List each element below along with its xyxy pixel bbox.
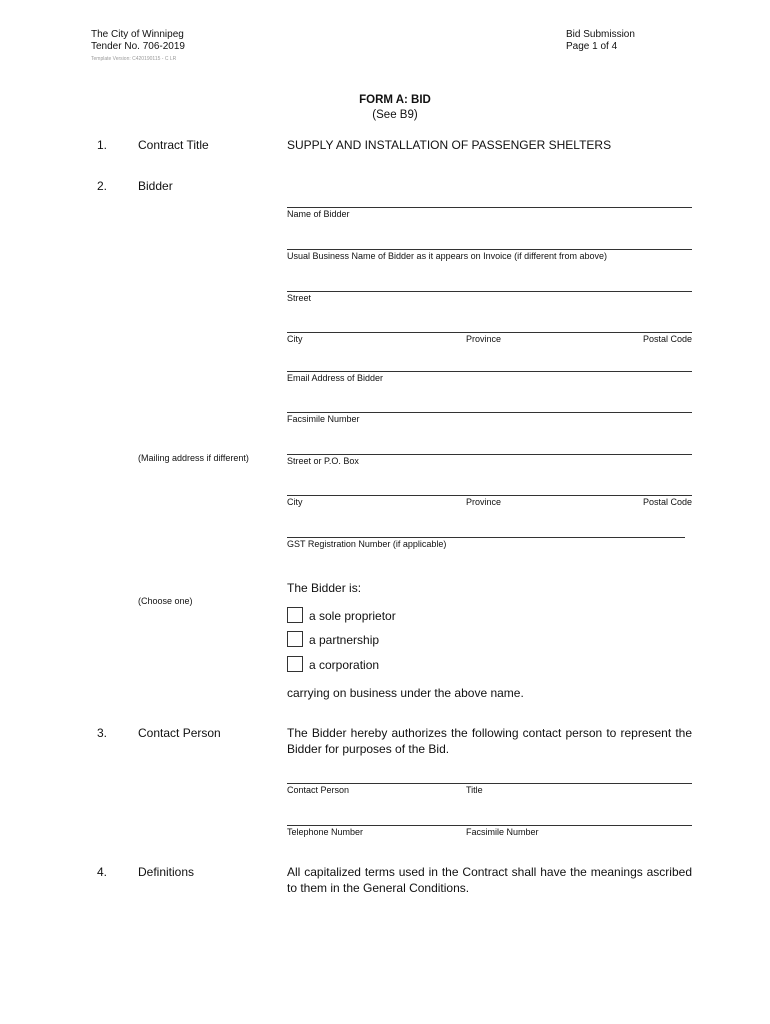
section-3-number: 3. [97,726,108,740]
telephone-caption [287,827,692,837]
form-title: FORM A: BID [359,94,431,106]
title-label: Title [466,785,483,795]
header-right [566,29,635,53]
street-caption [287,293,692,303]
name-of-bidder-label: Name of Bidder [287,209,350,219]
section-1-label: Contract Title [138,138,209,152]
sole-proprietor-checkbox[interactable] [287,607,303,623]
email-line[interactable] [287,371,692,372]
section-2-label: Bidder [138,179,173,193]
section-4-label: Definitions [138,865,195,879]
tender-number: Tender No. 706-2019 [91,41,185,52]
city-province-postal-caption-2 [287,497,692,507]
postal-code-label: Postal Code [642,334,692,344]
mailing-address-note: (Mailing address if different) [138,453,249,463]
gst-label: GST Registration Number (if applicable) [287,539,447,549]
page-number: Page 1 of 4 [566,41,618,52]
city-province-postal-caption [287,334,692,344]
province-label-2: Province [466,497,502,507]
corporation-label: a corporation [309,658,380,672]
contact-person-label: Contact Person [287,785,350,795]
city-province-postal-line[interactable] [287,332,692,333]
name-of-bidder-line[interactable] [287,207,692,208]
street-line[interactable] [287,291,692,292]
partnership-label: a partnership [309,633,380,647]
usual-business-name-line[interactable] [287,249,692,250]
section-4-number: 4. [97,865,108,879]
partnership-checkbox[interactable] [287,631,303,647]
contract-title-value: SUPPLY AND INSTALLATION OF PASSENGER SHELTERS [287,138,612,152]
bid-submission-label: Bid Submission [566,29,635,40]
corporation-checkbox[interactable] [287,656,303,672]
street-po-label: Street or P.O. Box [287,456,359,466]
contact-person-text: The Bidder hereby authorizes the following contact person to represent the Bidder for purposes of the Bid. [287,726,692,756]
gst-caption [287,539,692,549]
contact-person-caption [287,785,692,795]
city-province-postal-line-2[interactable] [287,495,692,496]
contact-facsimile-label: Facsimile Number [466,827,539,837]
section-2-number: 2. [97,179,108,193]
form-subtitle: (See B9) [372,109,418,121]
facsimile-caption [287,414,692,424]
telephone-label: Telephone Number [287,827,364,837]
city-name: The City of Winnipeg [91,29,184,40]
postal-code-label-2: Postal Code [642,497,692,507]
city-label: City [287,334,303,344]
template-version: Template Version: C420190115 - C LR [91,56,177,62]
facsimile-label: Facsimile Number [287,414,360,424]
choose-one-note: (Choose one) [138,596,193,606]
bidder-is-label: The Bidder is: [287,581,362,595]
usual-business-name-caption [287,251,692,261]
name-of-bidder-caption [287,209,692,219]
street-po-line[interactable] [287,454,692,455]
street-label: Street [287,293,312,303]
street-po-caption [287,456,692,466]
telephone-line[interactable] [287,825,692,826]
section-3-label: Contact Person [138,726,221,740]
sole-proprietor-label: a sole proprietor [309,609,396,623]
gst-line[interactable] [287,537,685,538]
header-left [91,29,185,53]
province-label: Province [466,334,502,344]
city-label-2: City [287,497,303,507]
email-caption [287,373,692,383]
section-1-number: 1. [97,138,108,152]
definitions-text: All capitalized terms used in the Contract shall have the meanings ascribed to them in the General Conditions. [287,865,692,895]
email-label: Email Address of Bidder [287,373,384,383]
usual-business-name-label: Usual Business Name of Bidder as it appears on Invoice (if different from above) [287,251,607,261]
contact-person-line[interactable] [287,783,692,784]
carrying-on-text: carrying on business under the above name. [287,686,524,700]
facsimile-line[interactable] [287,412,692,413]
